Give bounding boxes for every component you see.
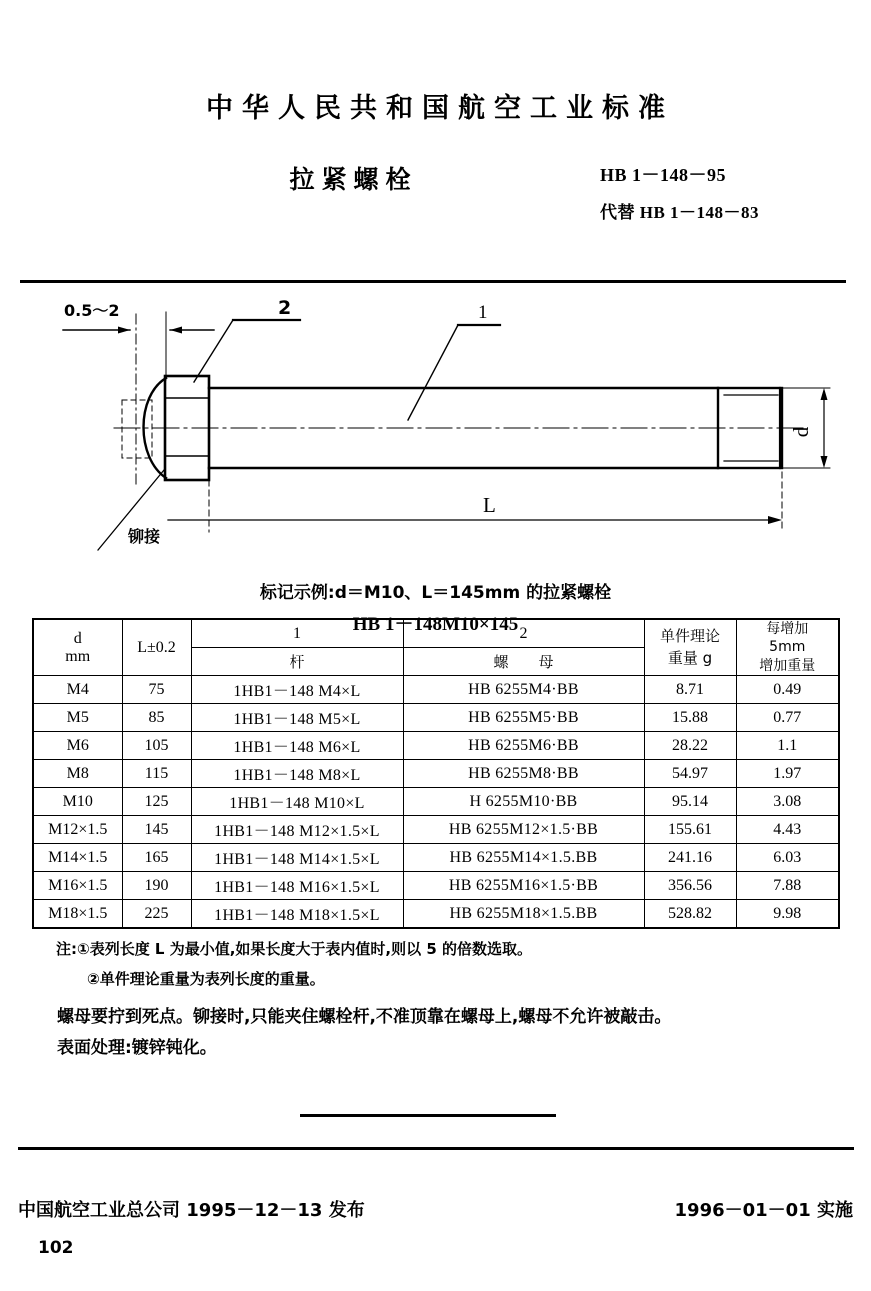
cell-weight: 28.22 bbox=[644, 732, 736, 760]
cell-weight: 8.71 bbox=[644, 676, 736, 704]
cell-nut: HB 6255M6·BB bbox=[403, 732, 644, 760]
table-row bbox=[33, 844, 839, 872]
cell-weight: 356.56 bbox=[644, 872, 736, 900]
cell-d: M8 bbox=[33, 760, 122, 788]
table-row bbox=[33, 760, 839, 788]
note-2: ②单件理论重量为表列长度的重量。 bbox=[87, 970, 325, 989]
header-incr-line1: 每增加 bbox=[766, 621, 809, 637]
cell-length: 115 bbox=[122, 760, 191, 788]
chamfer-dimension-label: 0.5～2 bbox=[64, 301, 120, 320]
cell-rod: 1HB1－148 M10×L bbox=[191, 788, 403, 816]
cell-d: M4 bbox=[33, 676, 122, 704]
header-d-unit: mm bbox=[65, 647, 91, 665]
cell-length: 190 bbox=[122, 872, 191, 900]
cell-rod: 1HB1－148 M12×1.5×L bbox=[191, 816, 403, 844]
cell-weight: 241.16 bbox=[644, 844, 736, 872]
cell-length: 125 bbox=[122, 788, 191, 816]
table-row bbox=[33, 872, 839, 900]
cell-length: 105 bbox=[122, 732, 191, 760]
specification-table bbox=[32, 618, 840, 929]
rivet-joint-label: 铆接 bbox=[128, 527, 161, 546]
header-weight-line1: 单件理论 bbox=[659, 626, 720, 645]
cell-d: M12×1.5 bbox=[33, 816, 122, 844]
cell-d: M14×1.5 bbox=[33, 844, 122, 872]
table-row bbox=[33, 816, 839, 844]
table-notes bbox=[32, 934, 842, 995]
table-row bbox=[33, 788, 839, 816]
cell-nut: HB 6255M14×1.5.BB bbox=[403, 844, 644, 872]
footer-divider-rule bbox=[18, 1147, 854, 1150]
cell-rod: 1HB1－148 M6×L bbox=[191, 732, 403, 760]
bolt-technical-drawing bbox=[18, 292, 854, 562]
cell-weight: 155.61 bbox=[644, 816, 736, 844]
callout-2-label: 2 bbox=[278, 297, 292, 319]
cell-d: M5 bbox=[33, 704, 122, 732]
cell-rod: 1HB1－148 M5×L bbox=[191, 704, 403, 732]
cell-nut: HB 6255M16×1.5·BB bbox=[403, 872, 644, 900]
cell-weight: 95.14 bbox=[644, 788, 736, 816]
cell-length: 145 bbox=[122, 816, 191, 844]
cell-rod: 1HB1－148 M18×1.5×L bbox=[191, 900, 403, 929]
cell-nut: HB 6255M12×1.5·BB bbox=[403, 816, 644, 844]
marking-example-line2: HB 1－148M10×145 bbox=[352, 614, 519, 635]
cell-increment: 6.03 bbox=[736, 844, 839, 872]
header-length-tolerance: L±0.2 bbox=[122, 619, 191, 676]
cell-rod: 1HB1－148 M16×1.5×L bbox=[191, 872, 403, 900]
cell-length: 165 bbox=[122, 844, 191, 872]
header-group-2-name: 螺 母 bbox=[403, 648, 644, 676]
cell-d: M6 bbox=[33, 732, 122, 760]
header-group-1-number: 1 bbox=[191, 619, 403, 648]
header-group-2-number: 2 bbox=[403, 619, 644, 648]
requirements-text bbox=[32, 1002, 842, 1065]
requirement-line-1: 螺母要拧到死点。铆接时,只能夹住螺栓杆,不准顶靠在螺母上,螺母不允许被敲击。 bbox=[57, 1007, 672, 1027]
cell-d: M10 bbox=[33, 788, 122, 816]
requirement-line-2: 表面处理:镀锌钝化。 bbox=[57, 1038, 217, 1059]
table-row bbox=[33, 732, 839, 760]
cell-nut: HB 6255M4·BB bbox=[403, 676, 644, 704]
header-weight-increment bbox=[736, 619, 839, 676]
header-theoretical-weight bbox=[644, 619, 736, 676]
cell-length: 225 bbox=[122, 900, 191, 929]
footer-short-rule bbox=[300, 1114, 556, 1117]
header-divider-rule bbox=[20, 280, 846, 283]
cell-nut: H 6255M10·BB bbox=[403, 788, 644, 816]
cell-d: M18×1.5 bbox=[33, 900, 122, 929]
cell-increment: 1.1 bbox=[736, 732, 839, 760]
cell-rod: 1HB1－148 M8×L bbox=[191, 760, 403, 788]
cell-increment: 4.43 bbox=[736, 816, 839, 844]
cell-increment: 9.98 bbox=[736, 900, 839, 929]
standard-code-block bbox=[600, 161, 850, 223]
cell-nut: HB 6255M18×1.5.BB bbox=[403, 900, 644, 929]
table-row bbox=[33, 900, 839, 929]
header-d bbox=[33, 619, 122, 676]
table-header-row-1 bbox=[33, 619, 839, 648]
header-weight-line2: 重量 g bbox=[667, 648, 713, 667]
footer-effective-date: 1996－01－01 实施 bbox=[674, 1200, 853, 1221]
cell-rod: 1HB1－148 M4×L bbox=[191, 676, 403, 704]
cell-increment: 0.49 bbox=[736, 676, 839, 704]
table-row bbox=[33, 676, 839, 704]
cell-increment: 3.08 bbox=[736, 788, 839, 816]
length-dimension-label: L bbox=[483, 493, 496, 517]
marking-example-line1: 标记示例:d＝M10、L＝145mm 的拉紧螺栓 bbox=[259, 583, 612, 603]
header-group-1-name: 杆 bbox=[191, 648, 403, 676]
diameter-dimension-label: d bbox=[789, 426, 813, 438]
header-d-symbol: d bbox=[73, 629, 82, 647]
cell-length: 85 bbox=[122, 704, 191, 732]
page-number: 102 bbox=[38, 1238, 74, 1258]
table-row bbox=[33, 704, 839, 732]
bolt-drawing-svg bbox=[18, 292, 854, 562]
cell-length: 75 bbox=[122, 676, 191, 704]
footer-issuer: 中国航空工业总公司 1995－12－13 发布 bbox=[18, 1200, 365, 1221]
cell-nut: HB 6255M8·BB bbox=[403, 760, 644, 788]
standard-name-title: 拉紧螺栓 bbox=[289, 165, 418, 194]
cell-weight: 54.97 bbox=[644, 760, 736, 788]
cell-increment: 1.97 bbox=[736, 760, 839, 788]
standard-replaces: 代替 HB 1－148－83 bbox=[600, 203, 760, 222]
cell-rod: 1HB1－148 M14×1.5×L bbox=[191, 844, 403, 872]
callout-1-label: 1 bbox=[478, 302, 488, 323]
cell-increment: 7.88 bbox=[736, 872, 839, 900]
note-1: 注:①表列长度 L 为最小值,如果长度大于表内值时,则以 5 的倍数选取。 bbox=[56, 940, 532, 958]
header-incr-line3: 增加重量 bbox=[759, 657, 816, 674]
cell-d: M16×1.5 bbox=[33, 872, 122, 900]
cell-increment: 0.77 bbox=[736, 704, 839, 732]
cell-weight: 528.82 bbox=[644, 900, 736, 929]
cell-nut: HB 6255M5·BB bbox=[403, 704, 644, 732]
cell-weight: 15.88 bbox=[644, 704, 736, 732]
header-incr-line2: 5mm bbox=[769, 639, 806, 656]
table-body bbox=[33, 676, 839, 929]
national-standard-title: 中华人民共和国航空工业标准 bbox=[206, 93, 674, 124]
standard-code: HB 1－148－95 bbox=[600, 165, 727, 185]
